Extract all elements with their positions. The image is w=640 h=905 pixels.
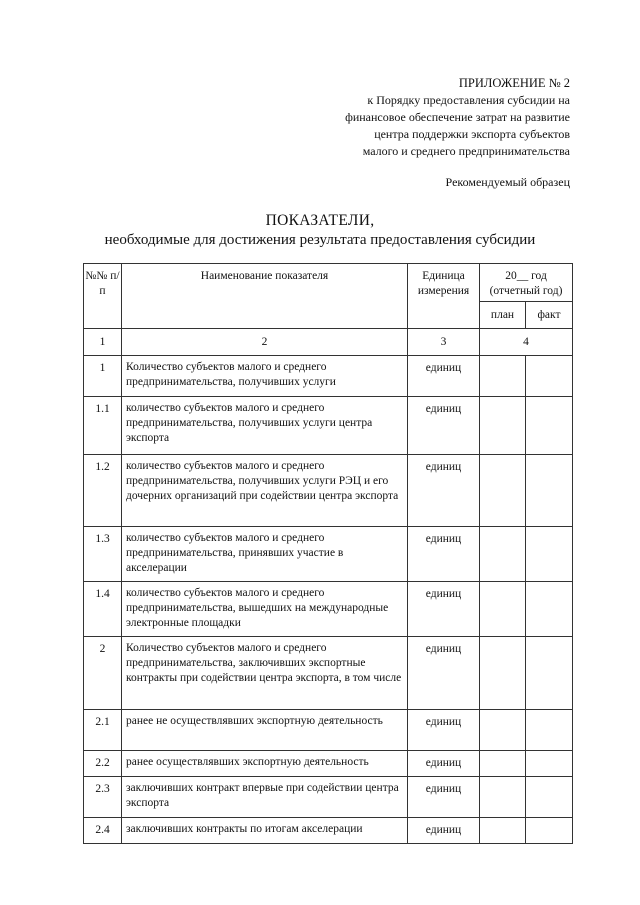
- indicator-name: ранее осуществлявших экспортную деятельность: [122, 751, 408, 777]
- fact-cell: [526, 751, 573, 777]
- plan-cell: [480, 751, 526, 777]
- header-name: Наименование показателя: [122, 264, 408, 329]
- sample-label: Рекомендуемый образец: [445, 175, 570, 189]
- table-row: [84, 455, 573, 527]
- indicator-name: количество субъектов малого и среднего предпринимательства, вышедших на международные электронные площадки: [122, 582, 408, 637]
- fact-cell: [526, 818, 573, 844]
- appendix-title: ПРИЛОЖЕНИЕ № 2: [458, 76, 570, 90]
- row-number: 1.3: [84, 527, 122, 582]
- row-number: 2.1: [84, 710, 122, 751]
- unit-cell: единиц: [408, 397, 480, 455]
- unit-cell: единиц: [408, 356, 480, 397]
- document-subtitle: необходимые для достижения результата предоставления субсидии: [104, 232, 536, 248]
- table-row: [84, 527, 573, 582]
- plan-cell: [480, 397, 526, 455]
- fact-cell: [526, 455, 573, 527]
- row-number: 2: [84, 637, 122, 710]
- table-row: [84, 751, 573, 777]
- unit-cell: единиц: [408, 455, 480, 527]
- unit-cell: единиц: [408, 777, 480, 818]
- fact-cell: [526, 710, 573, 751]
- plan-cell: [480, 582, 526, 637]
- unit-cell: единиц: [408, 751, 480, 777]
- plan-cell: [480, 455, 526, 527]
- plan-cell: [480, 777, 526, 818]
- column-number: 3: [408, 329, 480, 356]
- document-title: ПОКАЗАТЕЛИ,: [265, 212, 375, 229]
- row-number: 2.4: [84, 818, 122, 844]
- unit-cell: единиц: [408, 710, 480, 751]
- plan-cell: [480, 818, 526, 844]
- unit-cell: единиц: [408, 637, 480, 710]
- column-number: 2: [122, 329, 408, 356]
- appendix-line: к Порядку предоставления субсидии на: [367, 93, 570, 107]
- plan-cell: [480, 637, 526, 710]
- table-row: [84, 637, 573, 710]
- column-number-row: [84, 329, 573, 356]
- column-number: 4: [480, 329, 573, 356]
- appendix-line: финансовое обеспечение затрат на развитие: [345, 110, 570, 124]
- appendix-line: малого и среднего предпринимательства: [362, 144, 570, 158]
- indicator-name: Количество субъектов малого и среднего предпринимательства, заключивших экспортные контракты при содействии центра экспорта, в том числе: [122, 637, 408, 710]
- fact-cell: [526, 777, 573, 818]
- indicator-name: количество субъектов малого и среднего предпринимательства, получивших услуги центра экспорта: [122, 397, 408, 455]
- fact-cell: [526, 397, 573, 455]
- unit-cell: единиц: [408, 818, 480, 844]
- column-number: 1: [84, 329, 122, 356]
- row-number: 1: [84, 356, 122, 397]
- header-year: 20__ год (отчетный год): [480, 264, 573, 302]
- fact-cell: [526, 582, 573, 637]
- indicators-table: [83, 263, 573, 844]
- header-fact: факт: [526, 302, 573, 329]
- indicator-name: количество субъектов малого и среднего предпринимательства, принявших участие в акселерации: [122, 527, 408, 582]
- fact-cell: [526, 356, 573, 397]
- table-header-row: [84, 264, 573, 302]
- plan-cell: [480, 356, 526, 397]
- table-row: [84, 777, 573, 818]
- indicator-name: заключивших контракт впервые при содействии центра экспорта: [122, 777, 408, 818]
- header-unit: Единица измерения: [408, 264, 480, 329]
- row-number: 1.1: [84, 397, 122, 455]
- unit-cell: единиц: [408, 582, 480, 637]
- header-plan: план: [480, 302, 526, 329]
- appendix-line: центра поддержки экспорта субъектов: [374, 127, 570, 141]
- indicator-name: ранее не осуществлявших экспортную деятельность: [122, 710, 408, 751]
- fact-cell: [526, 637, 573, 710]
- fact-cell: [526, 527, 573, 582]
- row-number: 1.4: [84, 582, 122, 637]
- indicator-name: количество субъектов малого и среднего предпринимательства, получивших услуги РЭЦ и его дочерних организаций при содействии центра экспорта: [122, 455, 408, 527]
- table-row: [84, 582, 573, 637]
- plan-cell: [480, 527, 526, 582]
- table-row: [84, 397, 573, 455]
- table-row: [84, 710, 573, 751]
- indicator-name: Количество субъектов малого и среднего предпринимательства, получивших услуги: [122, 356, 408, 397]
- row-number: 2.2: [84, 751, 122, 777]
- table-row: [84, 818, 573, 844]
- header-num: №№ п/п: [84, 264, 122, 329]
- row-number: 2.3: [84, 777, 122, 818]
- plan-cell: [480, 710, 526, 751]
- table-row: [84, 356, 573, 397]
- unit-cell: единиц: [408, 527, 480, 582]
- row-number: 1.2: [84, 455, 122, 527]
- indicator-name: заключивших контракты по итогам акселерации: [122, 818, 408, 844]
- appendix-block: [280, 75, 570, 191]
